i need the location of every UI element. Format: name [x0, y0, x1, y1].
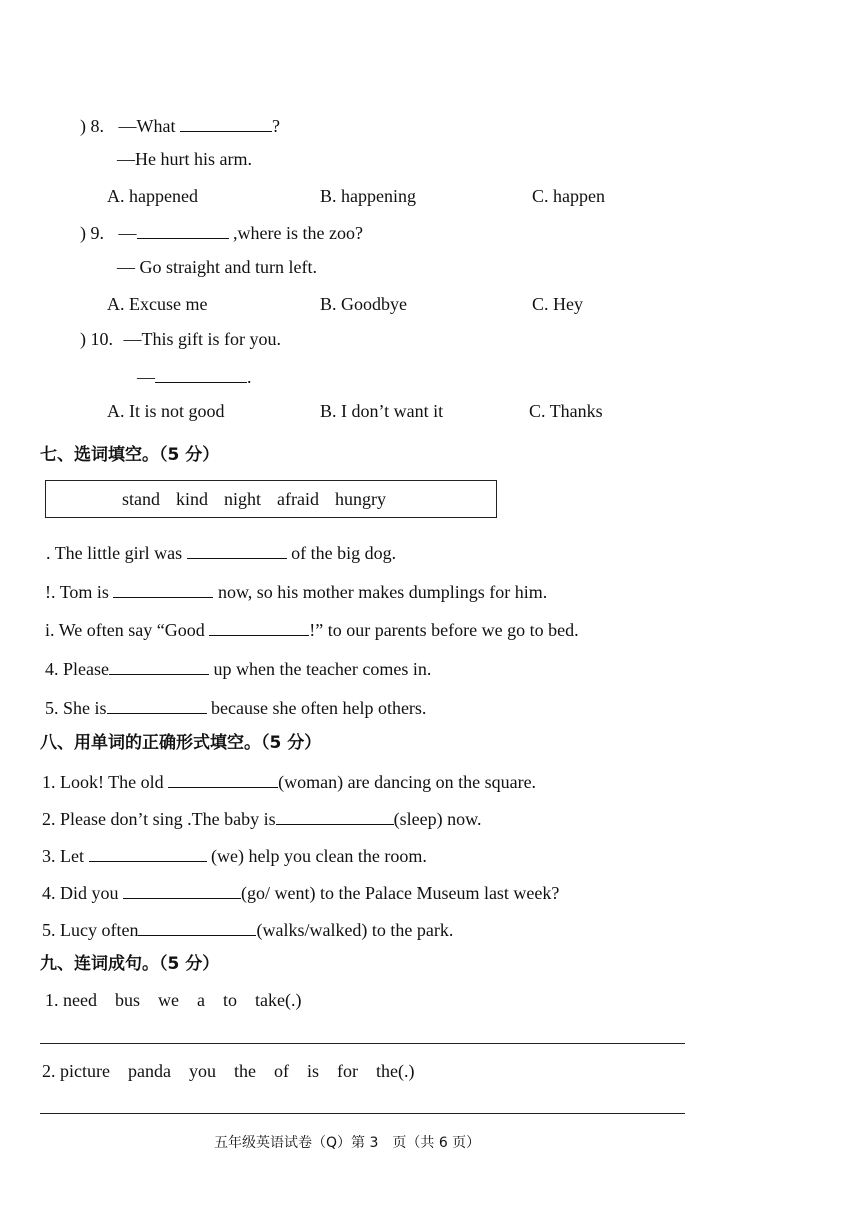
scrambled-word: to: [223, 990, 238, 1010]
fill-item-3: [45, 617, 579, 641]
answer-blank[interactable]: [276, 806, 394, 825]
option-c[interactable]: C. Hey: [532, 294, 583, 314]
item-number: 2.: [42, 809, 56, 829]
item-text-end: of the big dog.: [291, 543, 397, 563]
word-bank-item: stand: [122, 489, 160, 509]
item-number: 4.: [42, 883, 56, 903]
question-10: [80, 328, 281, 350]
answer-blank[interactable]: [209, 617, 309, 636]
option-a[interactable]: A. It is not good: [107, 401, 225, 421]
fill-item-1: [46, 540, 396, 564]
question-9: [80, 220, 363, 244]
item-text-end: !” to our parents before we go to bed.: [309, 620, 579, 640]
item-text: Please don’t sing .The baby is: [60, 809, 276, 829]
question-number: ) 8.: [80, 116, 104, 136]
item-text: Tom is: [59, 582, 109, 602]
question-number: ) 9.: [80, 223, 104, 243]
item-number: i.: [45, 620, 55, 640]
item-text: Please: [63, 659, 109, 679]
fill-item-5: [45, 695, 426, 719]
answer-line[interactable]: [40, 1043, 685, 1044]
item-text: The little girl was: [54, 543, 183, 563]
answer-blank[interactable]: [89, 843, 207, 862]
option-c[interactable]: C. Thanks: [529, 401, 603, 421]
dash: —: [137, 367, 155, 387]
page-footer: 五年级英语试卷（Q）第 3 页（共 6 页）: [214, 1135, 481, 1151]
item-text-end: (go/ went) to the Palace Museum last week?: [241, 883, 560, 903]
dash: —: [118, 116, 137, 136]
answer-blank[interactable]: [137, 220, 229, 239]
word-bank-words: [122, 489, 402, 510]
word-bank: [45, 480, 497, 518]
scrambled-word: need: [63, 990, 97, 1010]
item-number: 3.: [42, 846, 56, 866]
item-text: We often say “Good: [58, 620, 205, 640]
item-text: Look! The old: [60, 772, 164, 792]
sentence-item-1: [45, 989, 301, 1011]
word-bank-item: hungry: [335, 489, 386, 509]
item-text: Let: [60, 846, 84, 866]
section-7-title: 七、选词填空。（5 分）: [40, 445, 220, 465]
item-text-end: (walks/walked) to the park.: [256, 920, 454, 940]
item-number: 4.: [45, 659, 59, 679]
answer-blank[interactable]: [180, 113, 272, 132]
question-text: This gift is for you.: [141, 329, 281, 349]
response-end: .: [247, 367, 252, 387]
form-item-3: [42, 843, 427, 867]
answer-blank[interactable]: [155, 364, 247, 383]
form-item-2: [42, 806, 481, 830]
scrambled-word: for: [336, 1061, 358, 1081]
sentence-item-2: [42, 1060, 414, 1082]
response-text: Go straight and turn left.: [139, 257, 317, 277]
dash: —: [117, 149, 135, 169]
answer-blank[interactable]: [113, 579, 213, 598]
question-10-response: [137, 364, 252, 388]
item-text-end: because she often help others.: [211, 698, 427, 718]
option-b[interactable]: B. Goodbye: [320, 294, 407, 314]
answer-blank[interactable]: [138, 917, 256, 936]
fill-item-4: [45, 656, 431, 680]
scrambled-word: the: [233, 1061, 256, 1081]
item-text-end: (sleep) now.: [393, 809, 482, 829]
scrambled-word: take(.): [255, 990, 302, 1010]
answer-blank[interactable]: [187, 540, 287, 559]
item-number: 1.: [45, 990, 59, 1010]
question-8: [80, 113, 280, 137]
item-number: .: [46, 543, 51, 563]
item-number: 1.: [42, 772, 56, 792]
question-number: ) 10.: [80, 329, 113, 349]
item-number: 5.: [45, 698, 59, 718]
scrambled-word: the(.): [375, 1061, 415, 1081]
scrambled-word: of: [273, 1061, 289, 1081]
scrambled-word: is: [306, 1061, 319, 1081]
word-bank-item: night: [224, 489, 262, 509]
item-text: Lucy often: [60, 920, 139, 940]
answer-blank[interactable]: [168, 769, 278, 788]
dash: —: [117, 257, 135, 277]
question-9-response: [117, 256, 317, 278]
form-item-4: [42, 880, 559, 904]
answer-blank[interactable]: [123, 880, 241, 899]
word-bank-item: afraid: [277, 489, 319, 509]
section-8-title: 八、用单词的正确形式填空。（5 分）: [40, 733, 322, 753]
question-8-response: [117, 148, 252, 170]
answer-blank[interactable]: [107, 695, 207, 714]
answer-blank[interactable]: [109, 656, 209, 675]
option-a[interactable]: A. happened: [107, 186, 198, 206]
question-text: What: [136, 116, 176, 136]
dash: —: [123, 329, 142, 349]
option-a[interactable]: A. Excuse me: [107, 294, 208, 314]
item-text-end: up when the teacher comes in.: [213, 659, 432, 679]
item-text: Did you: [60, 883, 119, 903]
item-text-end: (we) help you clean the room.: [211, 846, 427, 866]
dash: —: [118, 223, 137, 243]
form-item-1: [42, 769, 536, 793]
response-text: He hurt his arm.: [135, 149, 252, 169]
form-item-5: [42, 917, 453, 941]
scrambled-word: you: [188, 1061, 216, 1081]
item-text-end: (woman) are dancing on the square.: [278, 772, 537, 792]
section-9-title: 九、连词成句。（5 分）: [40, 954, 220, 974]
item-text-end: now, so his mother makes dumplings for him.: [217, 582, 548, 602]
item-number: !.: [45, 582, 56, 602]
scrambled-word: bus: [114, 990, 140, 1010]
scrambled-word: we: [158, 990, 179, 1010]
option-c[interactable]: C. happen: [532, 186, 605, 206]
item-number: 2.: [42, 1061, 56, 1081]
scrambled-word: panda: [127, 1061, 171, 1081]
fill-item-2: [45, 579, 547, 603]
item-number: 5.: [42, 920, 56, 940]
word-bank-item: kind: [176, 489, 209, 509]
question-text: ,where is the zoo?: [233, 223, 363, 243]
answer-line[interactable]: [40, 1113, 685, 1114]
option-b[interactable]: B. I don’t want it: [320, 401, 444, 421]
scrambled-word: a: [197, 990, 205, 1010]
item-text: She is: [63, 698, 107, 718]
question-text-end: ?: [271, 116, 280, 136]
option-b[interactable]: B. happening: [320, 186, 416, 206]
scrambled-word: picture: [60, 1061, 110, 1081]
